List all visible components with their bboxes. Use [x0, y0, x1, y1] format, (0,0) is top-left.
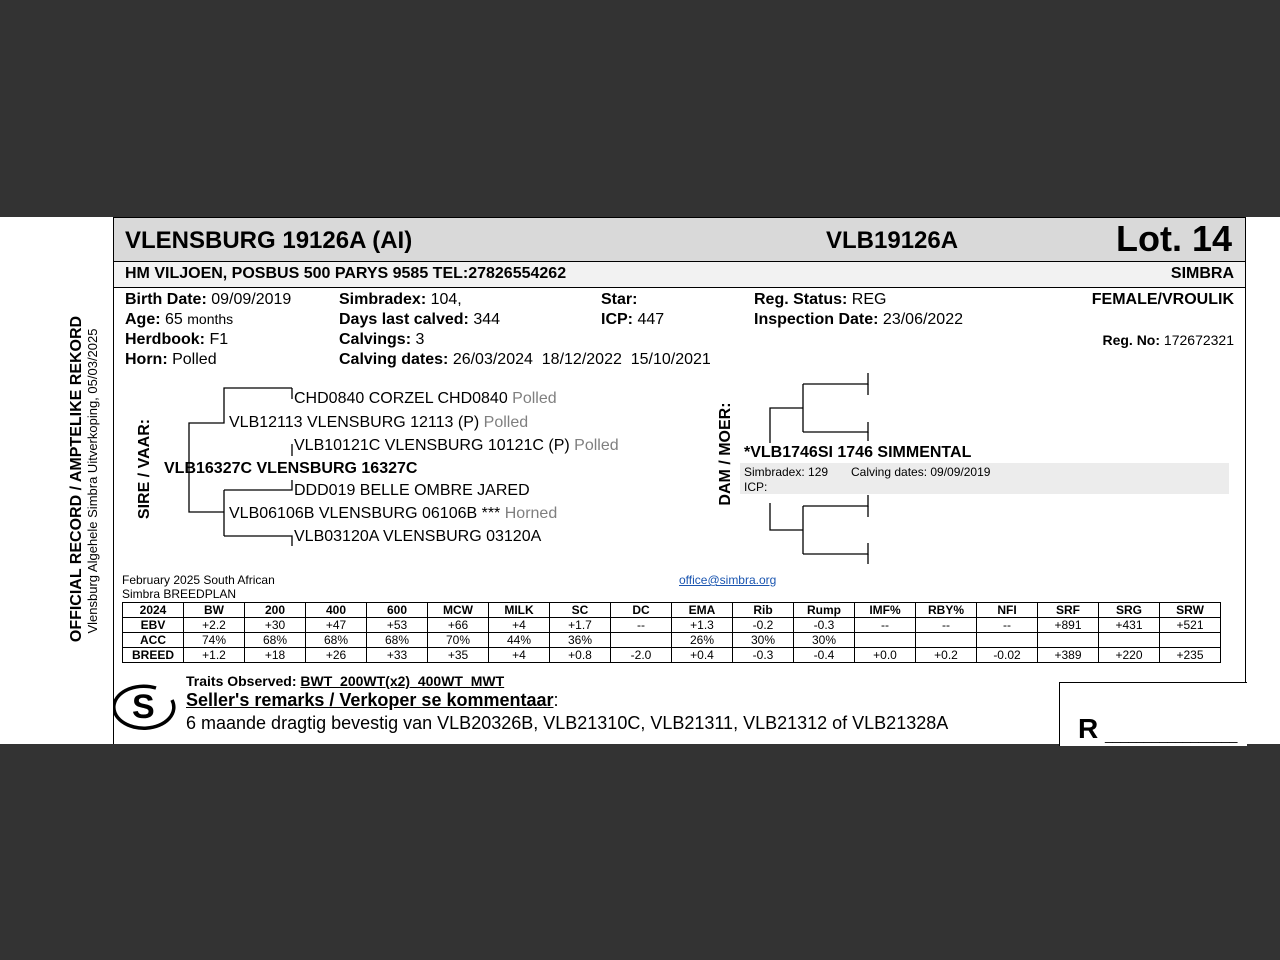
ebv-cell: --: [977, 618, 1038, 633]
lot-card: [113, 217, 1246, 744]
breed-cell: -0.3: [733, 648, 794, 663]
acc-cell: 44%: [489, 633, 550, 648]
ss-name: VLB12113 VLENSBURG 12113 (P): [229, 414, 480, 431]
acc-cell: 68%: [367, 633, 428, 648]
official-record-label: OFFICIAL RECORD / AMPTELIKE REKORD: [68, 315, 85, 643]
ebv-header-cell: NFI: [977, 603, 1038, 618]
ebv-header-cell: 200: [245, 603, 306, 618]
remarks-heading: [186, 690, 559, 711]
ebv-cell: +66: [428, 618, 489, 633]
age-unit: months: [187, 311, 234, 327]
breed-cell: +235: [1160, 648, 1221, 663]
pedigree-sdd: VLB03120A VLENSBURG 03120A: [294, 528, 542, 545]
traits-value: BWT 200WT(x2) 400WT MWT: [300, 673, 505, 689]
acc-row-label: ACC: [123, 633, 184, 648]
age-label: Age:: [125, 311, 161, 328]
acc-cell: 68%: [245, 633, 306, 648]
pedigree-dam: *VLB1746SI 1746 SIMMENTAL: [744, 444, 972, 461]
breed-cell: +389: [1038, 648, 1099, 663]
pedigree-sire: VLB16327C VLENSBURG 16327C: [164, 460, 418, 477]
pedigree-ssd: [294, 437, 619, 455]
pedigree-sd: [229, 505, 557, 523]
acc-cell: 70%: [428, 633, 489, 648]
ebv-cell: --: [855, 618, 916, 633]
remarks-text: 6 maande dragtig bevestig van VLB20326B, VLB21310C, VLB21311, VLB21312 of VLB21328A: [186, 713, 949, 733]
breed-cell: +0.2: [916, 648, 977, 663]
breed-label: SIMBRA: [1170, 265, 1234, 282]
animal-name: VLENSBURG 19126A (AI): [125, 227, 413, 254]
acc-cell: [1160, 633, 1221, 648]
logo-letter: S: [132, 688, 155, 726]
ebv-table: [122, 602, 1221, 663]
ebv-cell: --: [916, 618, 977, 633]
breed-cell: +0.0: [855, 648, 916, 663]
pedigree-sds: DDD019 BELLE OMBRE JARED: [294, 482, 530, 499]
breed-cell: +0.4: [672, 648, 733, 663]
reg-no-value: 172672321: [1163, 332, 1234, 348]
ebv-header-cell: MCW: [428, 603, 489, 618]
ebv-cell: +1.7: [550, 618, 611, 633]
icp-value: 447: [637, 311, 665, 328]
horn-label: Horn:: [125, 351, 168, 368]
breed-cell: +33: [367, 648, 428, 663]
acc-cell: 30%: [733, 633, 794, 648]
ebv-cell: +47: [306, 618, 367, 633]
ss-horn: Polled: [483, 414, 529, 431]
ebv-header-cell: SRG: [1099, 603, 1160, 618]
inspection-value: 23/06/2022: [882, 311, 963, 328]
acc-cell: 68%: [306, 633, 367, 648]
breed-row: [123, 648, 1221, 663]
auction-caption: Vlensburg Algehele Simbra Uitverkoping, 05/03/2025: [85, 328, 100, 634]
signature-letter: R: [1078, 713, 1099, 744]
days-calved-value: 344: [473, 311, 501, 328]
acc-cell: [611, 633, 672, 648]
ebv-cell: -0.3: [794, 618, 855, 633]
ebv-header-cell: 400: [306, 603, 367, 618]
acc-cell: 36%: [550, 633, 611, 648]
breed-cell: -0.4: [794, 648, 855, 663]
breed-cell: +4: [489, 648, 550, 663]
ssd-name: VLB10121C VLENSBURG 10121C (P): [294, 437, 570, 454]
ebv-header-cell: DC: [611, 603, 672, 618]
sd-name: VLB06106B VLENSBURG 06106B ***: [229, 505, 501, 522]
ebv-header-cell: SRW: [1160, 603, 1221, 618]
ebv-cell: +4: [489, 618, 550, 633]
acc-cell: [1038, 633, 1099, 648]
breed-cell: +0.8: [550, 648, 611, 663]
ebv-cell: +521: [1160, 618, 1221, 633]
ebv-header-cell: Rump: [794, 603, 855, 618]
ebv-header-row: [123, 603, 1221, 618]
ebv-header-cell: 600: [367, 603, 428, 618]
sex-label: FEMALE/VROULIK: [1091, 291, 1234, 308]
traits-label: Traits Observed:: [186, 673, 297, 689]
age-value: 65: [165, 311, 183, 328]
ebv-header-cell: RBY%: [916, 603, 977, 618]
acc-cell: 26%: [672, 633, 733, 648]
breedplan-source-1: February 2025 South African: [122, 573, 275, 587]
breed-cell: +1.2: [184, 648, 245, 663]
breed-cell: -2.0: [611, 648, 672, 663]
acc-cell: [1099, 633, 1160, 648]
pedigree-sss: [294, 390, 557, 408]
ebv-cell: +891: [1038, 618, 1099, 633]
sire-vaar-label: SIRE / VAAR:: [136, 418, 153, 520]
ebv-header-cell: EMA: [672, 603, 733, 618]
herdbook-label: Herdbook:: [125, 331, 205, 348]
ebv-header-cell: Rib: [733, 603, 794, 618]
reg-status-value: REG: [851, 291, 887, 308]
lot-number: Lot. 14: [1116, 218, 1233, 259]
dam-simbradex: Simbradex: 129: [744, 465, 829, 479]
acc-cell: 74%: [184, 633, 245, 648]
calving-dates-value: 26/03/2024 18/12/2022 15/10/2021: [452, 351, 711, 368]
calvings-label: Calvings:: [339, 331, 412, 348]
acc-cell: 30%: [794, 633, 855, 648]
birth-date-value: 09/09/2019: [211, 291, 292, 308]
acc-cell: [916, 633, 977, 648]
ebv-cell: +53: [367, 618, 428, 633]
signature-line: _________________: [1105, 727, 1238, 743]
acc-cell: [855, 633, 916, 648]
breed-cell: +220: [1099, 648, 1160, 663]
dam-moer-label: DAM / MOER:: [717, 402, 734, 506]
reg-status-label: Reg. Status:: [754, 291, 848, 308]
signature-box: [1059, 682, 1247, 746]
sd-horn: Horned: [504, 505, 558, 522]
breed-cell: +35: [428, 648, 489, 663]
remarks-colon: :: [553, 690, 559, 710]
reg-no-label: Reg. No:: [1102, 332, 1161, 348]
inspection-label: Inspection Date:: [754, 311, 879, 328]
catalogue-page: [0, 217, 1280, 744]
sss-name: CHD0840 CORZEL CHD0840: [294, 390, 508, 407]
star-label: Star:: [601, 291, 638, 308]
traits-row: [186, 673, 504, 689]
ebv-header-cell: IMF%: [855, 603, 916, 618]
breed-row-label: BREED: [123, 648, 184, 663]
ebv-cell: +431: [1099, 618, 1160, 633]
breed-cell: -0.02: [977, 648, 1038, 663]
dam-icp: ICP:: [744, 480, 768, 494]
simbradex-label: Simbradex:: [339, 291, 427, 308]
remarks-title: Seller's remarks / Verkoper se kommentaar: [186, 690, 554, 710]
simbra-logo-icon: [114, 681, 180, 731]
ssd-horn: Polled: [574, 437, 619, 454]
ebv-row-label: EBV: [123, 618, 184, 633]
pedigree-ss: [229, 414, 528, 432]
days-calved-label: Days last calved:: [339, 311, 469, 328]
icp-label: ICP:: [601, 311, 633, 328]
ebv-row: [123, 618, 1221, 633]
breedplan-source-2: Simbra BREEDPLAN: [122, 587, 237, 601]
ebv-cell: +1.3: [672, 618, 733, 633]
ebv-header-cell: 2024: [123, 603, 184, 618]
herdbook-value: F1: [209, 331, 229, 348]
birth-date-label: Birth Date:: [125, 291, 207, 308]
ebv-cell: +30: [245, 618, 306, 633]
horn-value: Polled: [172, 351, 217, 368]
email-link[interactable]: office@simbra.org: [679, 573, 777, 587]
animal-id: VLB19126A: [826, 227, 959, 254]
acc-row: [123, 633, 1221, 648]
breed-cell: +26: [306, 648, 367, 663]
owner-address: HM VILJOEN, POSBUS 500 PARYS 9585 TEL:27826554262: [125, 265, 567, 282]
ebv-cell: +2.2: [184, 618, 245, 633]
sss-horn: Polled: [512, 390, 557, 407]
ebv-cell: --: [611, 618, 672, 633]
ebv-header-cell: BW: [184, 603, 245, 618]
dam-calving-dates: Calving dates: 09/09/2019: [851, 465, 991, 479]
acc-cell: [977, 633, 1038, 648]
ebv-header-cell: SC: [550, 603, 611, 618]
breed-cell: +18: [245, 648, 306, 663]
ebv-header-cell: SRF: [1038, 603, 1099, 618]
calvings-value: 3: [415, 331, 425, 348]
calving-dates-label: Calving dates:: [339, 351, 449, 368]
simbradex-value: 104,: [430, 291, 462, 308]
ebv-cell: -0.2: [733, 618, 794, 633]
pedigree-lines: [114, 218, 1245, 578]
ebv-header-cell: MILK: [489, 603, 550, 618]
